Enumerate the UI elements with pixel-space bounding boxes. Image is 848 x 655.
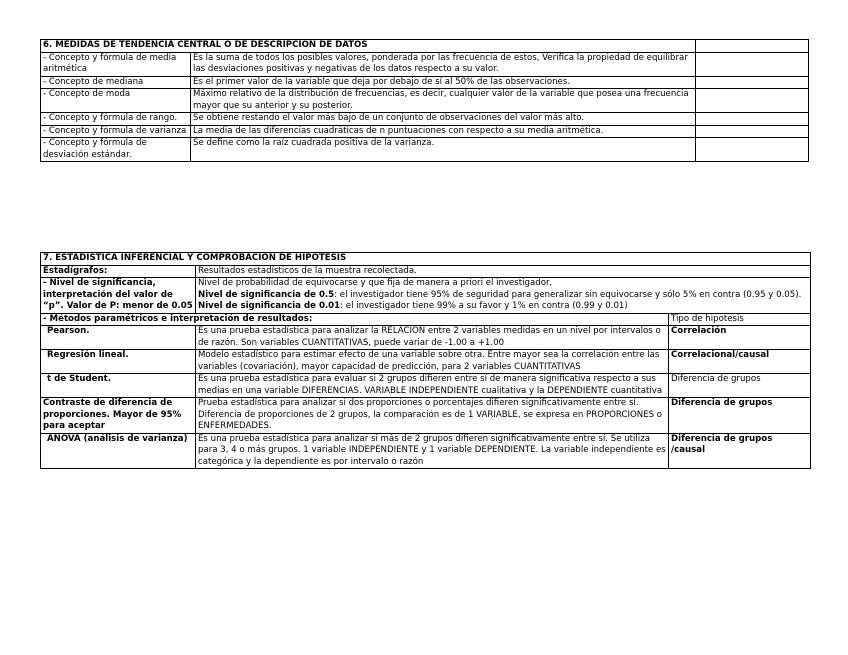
significance-label: - Nivel de significancia, interpretación del valor de “p”. Valor de P: menor de 0.05	[41, 278, 196, 314]
table-row	[41, 138, 809, 162]
sig01-text: : el investigador tiene 99% a su favor y 1% en contra (0.99 y 0.01)	[340, 301, 628, 311]
concept-cell: - Concepto y fórmula de media aritmética	[41, 52, 191, 76]
table-row	[41, 89, 809, 113]
method-type: Diferencia de grupos /causal	[669, 433, 811, 469]
significance-intro: Nivel de probabilidad de equivocarse y que fija de manera a priori el investigador,	[198, 278, 553, 288]
method-description: Es una prueba estadística para evaluar si 2 grupos difieren entre sí de manera significativa respecto a sus medias en una variable DIFERENCIAS. VARIABLE INDEPENDIENTE cualitativa y la DEPENDIENTE cuantitativa	[196, 374, 669, 398]
method-type: Diferencia de grupos	[669, 374, 811, 398]
method-type: Diferencia de grupos	[669, 398, 811, 434]
table-row	[41, 113, 809, 126]
method-description: Es una prueba estadística para analizar si más de 2 grupos difieren significativamente entre sí. Se utiliza para 3, 4 o más grupos. 1 variable INDEPENDIENTE y 1 variable DEPENDIENTE. La variable independiente es categórica y la dependiente es por intervalo o razón	[196, 433, 669, 469]
table-row	[41, 398, 811, 434]
table-row	[41, 433, 811, 469]
sig01-bold: Nivel de significancia de 0.01	[198, 301, 341, 311]
method-type: Correlación	[669, 326, 811, 350]
empty-cell	[696, 113, 809, 126]
empty-cell	[696, 89, 809, 113]
method-description: Prueba estadística para analizar si dos proporciones o porcentajes difieren significativamente entre sí. Diferencia de proporciones de 2 grupos, la comparación es de 1 VARIABLE, se expresa en PROPORCIONES o ENFERMEDADES.	[196, 398, 669, 434]
description-cell: Se obtiene restando el valor más bajo de un conjunto de observaciones del valor más alto.	[191, 113, 696, 126]
table-row	[41, 76, 809, 89]
section6-title: 6. MEDIDAS DE TENDENCIA CENTRAL O DE DESCRIPCIÓN DE DATOS	[41, 40, 696, 53]
concept-cell: - Concepto de mediana	[41, 76, 191, 89]
method-name: Contraste de diferencia de proporciones. Mayor de 95% para aceptar	[41, 398, 196, 434]
table-row	[41, 326, 811, 350]
method-name: t de Student.	[41, 374, 196, 398]
empty-cell	[696, 52, 809, 76]
concept-cell: - Concepto y fórmula de rango.	[41, 113, 191, 126]
method-name: ANOVA (análisis de varianza)	[41, 433, 196, 469]
description-cell: La media de las diferencias cuadráticas de n puntuaciones con respecto a su media aritmética.	[191, 125, 696, 138]
section7-header-row	[41, 253, 811, 266]
hypothesis-type-label: Tipo de hipotesis	[669, 313, 811, 326]
table-medidas-tendencia-central	[40, 39, 809, 162]
method-description: Es una prueba estadística para analizar la RELACIÓN entre 2 variables medidas en un nivel por intervalos o de razón. Son variables CUANTITATIVAS, puede variar de -1.00 a +1.00	[196, 326, 669, 350]
section6-header-extra-cell	[696, 40, 809, 53]
method-name: Regresión lineal.	[41, 350, 196, 374]
table-row	[41, 125, 809, 138]
estadigrafos-label: Estadígrafos:	[41, 265, 196, 278]
sig05-bold: Nivel de significancia de 0.5	[198, 289, 335, 300]
sig05-text: : el investigador tiene 95% de seguridad para generalizar sin equivocarse y sólo 5% en contra (0.95 y 0.05).	[334, 289, 802, 300]
empty-cell	[696, 125, 809, 138]
table-row	[41, 265, 811, 278]
table-row	[41, 374, 811, 398]
empty-cell	[696, 76, 809, 89]
table-row	[41, 350, 811, 374]
description-cell: Se define como la raíz cuadrada positiva de la varianza.	[191, 138, 696, 162]
section6-header-row	[41, 40, 809, 53]
method-description: Modelo estadístico para estimar efecto de una variable sobre otra. Entre mayor sea la correlación entre las variables (covariación), mayor capacidad de predicción, para 2 variables CUANTITATIVAS	[196, 350, 669, 374]
significance-description	[196, 278, 811, 314]
methods-header-row	[41, 313, 811, 326]
section7-title: 7. ESTADÍSTICA INFERENCIAL Y COMPROBACIÓN DE HIPÓTESIS	[41, 253, 811, 266]
method-name: Pearson.	[41, 326, 196, 350]
empty-cell	[696, 138, 809, 162]
estadigrafos-value: Resultados estadísticos de la muestra recolectada.	[196, 265, 811, 278]
table-row	[41, 278, 811, 314]
method-type: Correlacional/causal	[669, 350, 811, 374]
table-row	[41, 52, 809, 76]
concept-cell: - Concepto de moda	[41, 89, 191, 113]
concept-cell: - Concepto y fórmula de desviación estándar.	[41, 138, 191, 162]
concept-cell: - Concepto y fórmula de varianza	[41, 125, 191, 138]
description-cell: Máximo relativo de la distribución de frecuencias, es decir, cualquier valor de la variable que posea una frecuencia mayor que su anterior y su posterior.	[191, 89, 696, 113]
description-cell: Es el primer valor de la variable que deja por debajo de sí al 50% de las observaciones.	[191, 76, 696, 89]
methods-label: - Métodos paramétricos e interpretación de resultados:	[41, 313, 669, 326]
description-cell: Es la suma de todos los posibles valores, ponderada por las frecuencia de estos, Verifica la propiedad de equilibrar las desviaciones positivas y negativas de los datos respecto a su valor.	[191, 52, 696, 76]
table-estadistica-inferencial	[40, 252, 811, 469]
